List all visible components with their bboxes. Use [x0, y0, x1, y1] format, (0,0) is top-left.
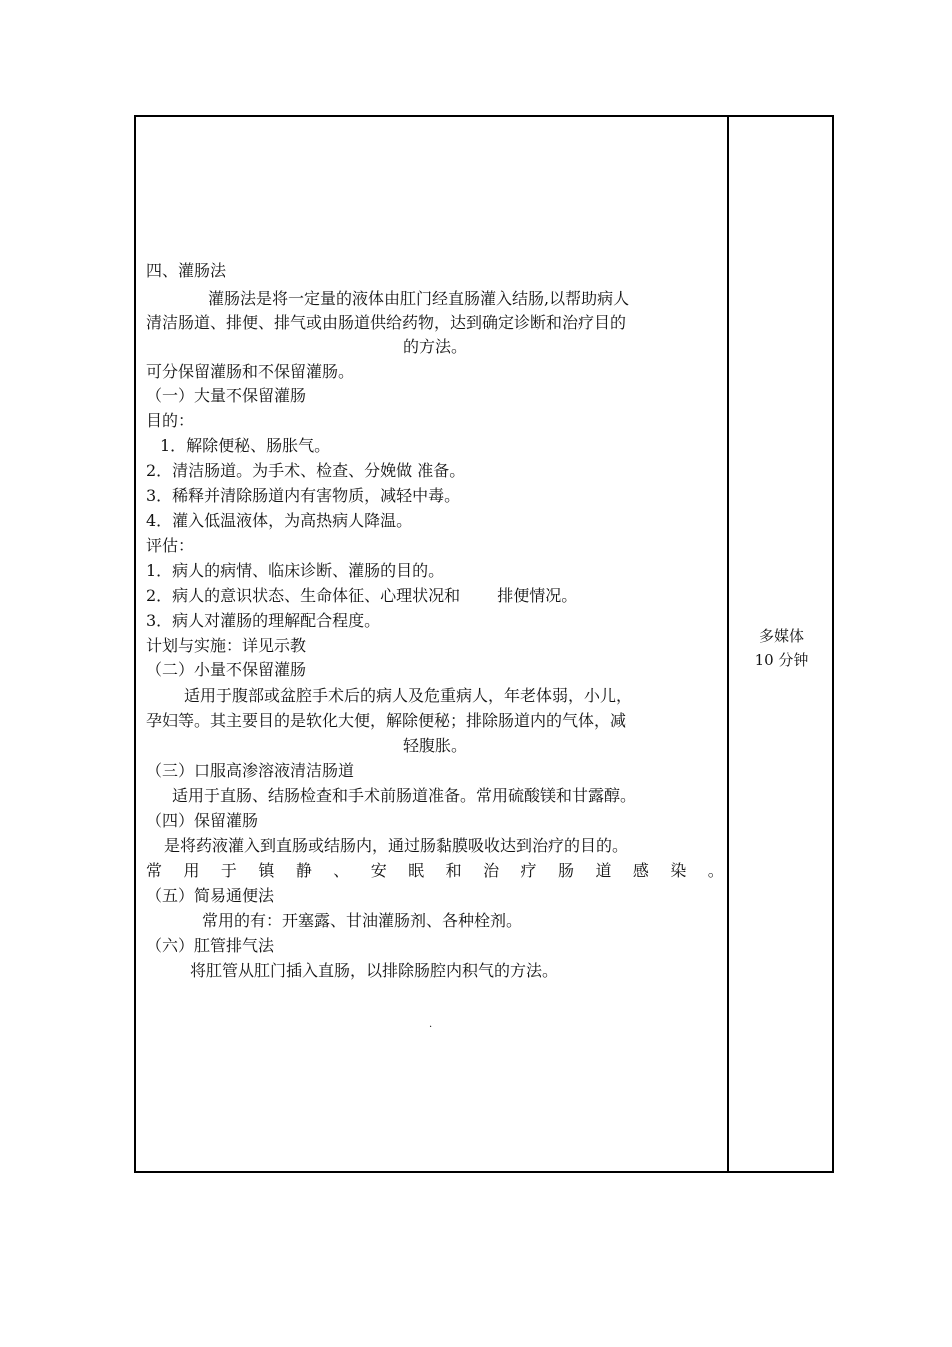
- subsection-heading: （四）保留灌肠: [146, 811, 259, 830]
- justified-char: 治: [483, 861, 500, 880]
- paragraph-line: 的方法。: [402, 337, 467, 356]
- section-heading: 四、灌肠法: [146, 261, 227, 280]
- paragraph-line: 孕妇等。其主要目的是软化大便，解除便秘；排除肠道内的气体，减: [146, 711, 627, 730]
- justified-char: 染: [670, 861, 687, 880]
- justified-line: [146, 859, 724, 883]
- justified-char: 眠: [408, 861, 425, 880]
- justified-char: 安: [370, 861, 387, 880]
- justified-char: 道: [595, 861, 612, 880]
- subsection-heading: （五）简易通便法: [146, 886, 275, 905]
- justified-char: 常: [146, 861, 163, 880]
- list-item: 1．解除便秘、肠胀气。: [160, 436, 331, 455]
- paragraph-line: 灌肠法是将一定量的液体由肛门经直肠灌入结肠,以帮助病人: [208, 289, 630, 308]
- justified-char: 静: [295, 861, 312, 880]
- content-cell: [146, 117, 724, 1171]
- justified-char: 和: [445, 861, 462, 880]
- label-line: 计划与实施：详见示教: [146, 636, 307, 655]
- side-cell: [729, 624, 834, 672]
- justified-char: 。: [707, 861, 724, 880]
- paragraph-line: 适用于直肠、结肠检查和手术前肠道准备。常用硫酸镁和甘露醇。: [172, 786, 637, 805]
- subsection-heading: （一）大量不保留灌肠: [146, 386, 307, 405]
- paragraph-line: 适用于腹部或盆腔手术后的病人及危重病人，年老体弱，小儿，: [184, 686, 633, 705]
- list-item: 3．病人对灌肠的理解配合程度。: [146, 611, 381, 630]
- duration-label: 10 分钟: [754, 651, 809, 669]
- list-item: 4．灌入低温液体，为高热病人降温。: [146, 511, 413, 530]
- list-item: 2．清洁肠道。为手术、检查、分娩做 准备。: [146, 461, 466, 480]
- justified-char: 肠: [557, 861, 574, 880]
- paragraph-line: 常用的有：开塞露、甘油灌肠剂、各种栓剂。: [202, 911, 523, 930]
- subsection-heading: （二）小量不保留灌肠: [146, 660, 307, 679]
- list-item: 1．病人的病情、临床诊断、灌肠的目的。: [146, 561, 445, 580]
- list-item: 3．稀释并清除肠道内有害物质，减轻中毒。: [146, 486, 461, 505]
- subsection-heading: （三）口服高渗溶液清洁肠道: [146, 761, 355, 780]
- justified-char: 疗: [520, 861, 537, 880]
- justified-char: 感: [632, 861, 649, 880]
- paragraph-line: 是将药液灌入到直肠或结肠内，通过肠黏膜吸收达到治疗的目的。: [164, 836, 629, 855]
- justified-char: 于: [220, 861, 237, 880]
- lesson-table: [134, 115, 834, 1173]
- paragraph-line: 轻腹胀。: [402, 736, 467, 755]
- stray-dot: .: [429, 1019, 433, 1030]
- justified-char: 、: [333, 861, 350, 880]
- paragraph-line: 清洁肠道、排便、排气或由肠道供给药物，达到确定诊断和治疗目的: [146, 313, 627, 332]
- justified-char: 用: [183, 861, 200, 880]
- paragraph-line: 可分保留灌肠和不保留灌肠。: [146, 362, 355, 381]
- subsection-heading: （六）肛管排气法: [146, 936, 275, 955]
- justified-char: 镇: [258, 861, 275, 880]
- label-line: 目的：: [146, 411, 195, 430]
- label-line: 评估：: [146, 536, 195, 555]
- paragraph-line: 将肛管从肛门插入直肠，以排除肠腔内积气的方法。: [190, 961, 559, 980]
- media-label: 多媒体: [758, 627, 804, 645]
- list-item: 2．病人的意识状态、生命体征、心理状况和 排便情况。: [146, 586, 578, 605]
